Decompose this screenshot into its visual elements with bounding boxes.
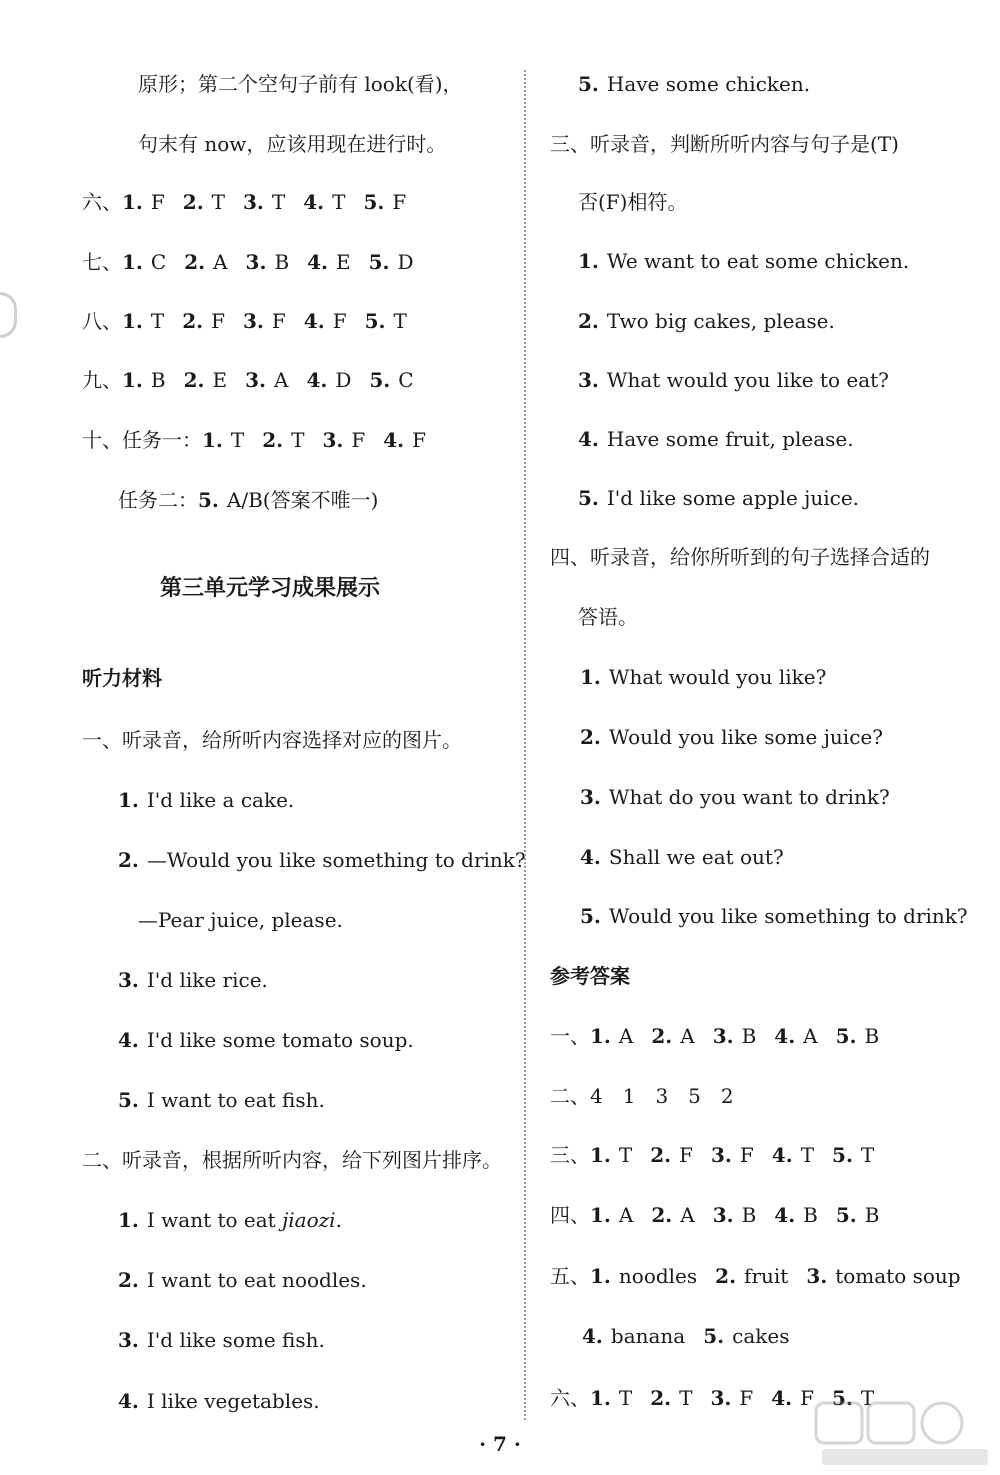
sentence-item <box>118 1266 367 1294</box>
answer-row-7 <box>82 248 414 276</box>
answer-row-9 <box>82 366 414 394</box>
answer-value: A <box>213 250 228 274</box>
item-text: Would you like something to drink? <box>608 904 968 928</box>
answer-value: T <box>860 1143 875 1167</box>
answer-value: F <box>739 1386 754 1410</box>
answer-number: 3. <box>245 368 266 392</box>
answer-number: 2. <box>184 250 206 274</box>
sentence-item <box>118 1326 325 1354</box>
page-number: · 7 · <box>479 1432 521 1456</box>
explanation-line-2: 句末有 now，应该用现在进行时。 <box>138 132 447 156</box>
answer-row-8 <box>82 307 407 335</box>
ref-answer-row-3 <box>550 1141 874 1169</box>
item-text: What do you want to drink? <box>608 785 890 809</box>
section-3-title-line-2: 否(F)相符。 <box>578 190 688 214</box>
item-number: 5. <box>118 1088 139 1112</box>
answer-number: 5. <box>835 1024 857 1048</box>
answer-number: 5. <box>369 368 391 392</box>
sentence-item <box>578 307 835 335</box>
section-2-title: 二、听录音，根据所听内容，给下列图片排序。 <box>82 1148 502 1172</box>
sentence-item <box>118 1387 320 1415</box>
answer-value: B <box>150 368 166 392</box>
answer-value: F <box>679 1143 694 1167</box>
binder-hole-mark <box>0 292 17 338</box>
answer-number: 4. <box>306 368 328 392</box>
answer-number: 5. <box>835 1203 857 1227</box>
task2-prefix: 任务二： <box>118 488 198 512</box>
answer-number: 1. <box>590 1264 611 1288</box>
answer-value: F <box>150 190 165 214</box>
answer-number: 4. <box>303 190 325 214</box>
item-italic-text: jiaozi <box>282 1208 336 1232</box>
answer-number: 1. <box>590 1203 611 1227</box>
answer-value: F <box>739 1143 754 1167</box>
answer-value: A <box>680 1024 695 1048</box>
item-text: I'd like a cake. <box>146 788 295 812</box>
answer-number: 2. <box>650 1143 672 1167</box>
sentence-item <box>118 1026 414 1054</box>
answer-number: 4. <box>582 1324 603 1348</box>
item-number: 1. <box>118 788 139 812</box>
answer-number: 4. <box>303 309 325 333</box>
answer-value: F <box>800 1386 815 1410</box>
listening-material-title: 听力材料 <box>82 666 162 690</box>
answer-number: 3. <box>712 1024 734 1048</box>
item-number: 4. <box>118 1028 139 1052</box>
answer-number: 1. <box>590 1143 611 1167</box>
item-text: I want to eat fish. <box>146 1088 325 1112</box>
item-number: 1. <box>118 1208 139 1232</box>
item-number: 2. <box>118 848 139 872</box>
sentence-item <box>580 843 784 871</box>
item-text: I like vegetables. <box>146 1389 320 1413</box>
answer-value: banana <box>610 1324 686 1348</box>
explanation-line-1: 原形；第二个空句子前有 look(看)， <box>138 72 463 96</box>
sentence-item <box>580 723 883 751</box>
item-number: 1. <box>580 665 601 689</box>
sentence-item <box>578 366 889 394</box>
answer-row-10 <box>82 426 426 454</box>
answer-row-10-task2 <box>118 486 378 514</box>
answer-number: 3. <box>712 1203 734 1227</box>
sentence-item <box>118 1086 325 1114</box>
answer-number: 3. <box>806 1264 828 1288</box>
answer-number: 3. <box>245 250 267 274</box>
answer-value: T <box>800 1143 815 1167</box>
section-2-item-5 <box>578 70 810 98</box>
row-prefix: 二、 <box>550 1084 590 1108</box>
row-prefix: 六、 <box>82 190 122 214</box>
sentence-item <box>580 783 890 811</box>
answer-value: A <box>618 1024 634 1048</box>
sentence-item <box>118 786 294 814</box>
answer-value: T <box>679 1386 693 1410</box>
item-number: 5. <box>578 72 599 96</box>
row-prefix: 四、 <box>550 1203 590 1227</box>
answer-number: 2. <box>183 368 205 392</box>
ref-answer-row-2 <box>550 1082 734 1110</box>
item-text: —Would you like something to drink? <box>146 848 526 872</box>
item-number: 1. <box>578 249 599 273</box>
answer-number: 4. <box>771 1386 793 1410</box>
answer-number: 5. <box>364 309 386 333</box>
answer-number: 4. <box>383 428 405 452</box>
answer-number: 4. <box>774 1024 796 1048</box>
answer-number: 1. <box>202 428 223 452</box>
answer-value: T <box>860 1386 875 1410</box>
answer-number: 4. <box>771 1143 793 1167</box>
row-prefix: 十、任务一： <box>82 428 202 452</box>
item-number: 4. <box>118 1389 139 1413</box>
answer-value: D <box>397 250 414 274</box>
item-end: . <box>335 1208 342 1232</box>
answer-number: 4. <box>307 250 329 274</box>
answer-value: F <box>412 428 427 452</box>
ref-answer-row-5b <box>582 1322 789 1350</box>
item-number: 5. <box>580 904 601 928</box>
item-text: I want to eat noodles. <box>146 1268 367 1292</box>
sentence-item <box>138 906 343 934</box>
answer-number: 2. <box>262 428 284 452</box>
answer-number: 5. <box>363 190 385 214</box>
answer-value: C <box>150 250 167 274</box>
row-prefix: 七、 <box>82 250 122 274</box>
item-text: I'd like some tomato soup. <box>146 1028 414 1052</box>
answer-value: noodles <box>618 1264 698 1288</box>
answer-value: T <box>618 1143 633 1167</box>
item-text: I'd like some apple juice. <box>606 486 860 510</box>
answer-number: 1. <box>122 309 143 333</box>
sentence-item <box>578 425 854 453</box>
answer-value: fruit <box>744 1264 789 1288</box>
answer-number: 5. <box>703 1324 725 1348</box>
answer-number: 3. <box>243 309 264 333</box>
answer-value: A <box>618 1203 634 1227</box>
answer-value: T <box>211 190 226 214</box>
answer-number: 3. <box>322 428 344 452</box>
answer-value: B <box>741 1203 757 1227</box>
answer-number: 2. <box>650 1386 672 1410</box>
answer-row-6 <box>82 188 406 216</box>
watermark-logo <box>814 1399 994 1469</box>
answer-value: B <box>864 1024 880 1048</box>
answer-number: 2. <box>651 1203 673 1227</box>
row-prefix: 八、 <box>82 309 122 333</box>
answer-number: 2. <box>182 190 204 214</box>
answer-number: 4. <box>774 1203 796 1227</box>
answer-value: B <box>741 1024 757 1048</box>
sentence-item <box>578 484 859 512</box>
item-text: Would you like some juice? <box>608 725 883 749</box>
answer-value: B <box>274 250 290 274</box>
column-divider <box>524 70 526 1420</box>
task2-answer: A/B(答案不唯一) <box>226 488 379 512</box>
answer-number: 1. <box>122 190 143 214</box>
sentence-item <box>118 966 268 994</box>
ref-answer-row-4 <box>550 1201 879 1229</box>
sentence-item <box>118 846 526 874</box>
row-prefix: 六、 <box>550 1386 590 1410</box>
item-text: —Pear juice, please. <box>138 908 343 932</box>
item-number: 3. <box>580 785 601 809</box>
item-number: 3. <box>578 368 599 392</box>
answer-number: 3. <box>711 1143 732 1167</box>
answer-value: F <box>271 309 286 333</box>
answer-number: 1. <box>590 1024 611 1048</box>
answer-value: T <box>291 428 305 452</box>
section-4-title-line-1: 四、听录音，给你所听到的句子选择合适的 <box>550 545 930 569</box>
answer-value: A <box>273 368 289 392</box>
item-number: 2. <box>578 309 599 333</box>
item-text: We want to eat some chicken. <box>606 249 910 273</box>
unit-title: 第三单元学习成果展示 <box>160 575 381 601</box>
sentence-item <box>580 902 968 930</box>
sentence-item <box>578 247 909 275</box>
section-4-title-line-2: 答语。 <box>578 605 638 629</box>
item-number: 4. <box>578 427 599 451</box>
item-text: Two big cakes, please. <box>606 309 835 333</box>
answer-value: C <box>398 368 414 392</box>
row-prefix: 五、 <box>550 1264 590 1288</box>
row-prefix: 一、 <box>550 1024 590 1048</box>
answer-value: F <box>392 190 407 214</box>
item-number: 3. <box>118 1328 139 1352</box>
answer-value: D <box>335 368 352 392</box>
sentence-item <box>118 1206 342 1234</box>
answer-value: T <box>332 190 346 214</box>
answer-number: 1. <box>590 1386 611 1410</box>
answer-value: F <box>351 428 366 452</box>
answer-value: T <box>393 309 407 333</box>
ref-answer-row-5a <box>550 1262 961 1290</box>
answer-value: F <box>332 309 347 333</box>
answer-value: E <box>212 368 228 392</box>
row-answer: 4 1 3 5 2 <box>590 1084 734 1108</box>
answer-value: E <box>336 250 351 274</box>
section-3-title-line-1: 三、听录音，判断所听内容与句子是(T) <box>550 132 899 156</box>
answer-number: 2. <box>715 1264 737 1288</box>
item-text: Shall we eat out? <box>608 845 784 869</box>
answer-value: A <box>803 1024 818 1048</box>
reference-answers-title: 参考答案 <box>550 964 630 988</box>
answer-number: 2. <box>182 309 204 333</box>
answer-number: 1. <box>122 250 143 274</box>
item-number: 3. <box>118 968 139 992</box>
answer-number: 5. <box>368 250 390 274</box>
answer-number: 3. <box>710 1386 732 1410</box>
item-text: I'd like rice. <box>146 968 268 992</box>
answer-number: 5. <box>832 1143 853 1167</box>
task2-number: 5. <box>198 488 219 512</box>
answer-value: T <box>618 1386 633 1410</box>
item-text: I'd like some fish. <box>146 1328 325 1352</box>
answer-value: F <box>211 309 226 333</box>
answer-value: T <box>150 309 165 333</box>
sentence-item <box>580 663 826 691</box>
answer-number: 2. <box>651 1024 673 1048</box>
row-prefix: 三、 <box>550 1143 590 1167</box>
item-text: Have some fruit, please. <box>606 427 854 451</box>
section-1-title: 一、听录音，给所听内容选择对应的图片。 <box>82 728 462 752</box>
item-text: Have some chicken. <box>606 72 811 96</box>
answer-number: 5. <box>832 1386 853 1410</box>
item-number: 5. <box>578 486 599 510</box>
item-text: What would you like? <box>608 665 827 689</box>
item-number: 2. <box>580 725 601 749</box>
item-text: What would you like to eat? <box>606 368 889 392</box>
answer-value: A <box>680 1203 695 1227</box>
answer-value: T <box>230 428 245 452</box>
answer-value: B <box>803 1203 818 1227</box>
ref-answer-row-1 <box>550 1022 879 1050</box>
row-prefix: 九、 <box>82 368 122 392</box>
answer-value: T <box>271 190 286 214</box>
answer-number: 3. <box>243 190 264 214</box>
answer-number: 1. <box>122 368 143 392</box>
answer-value: B <box>864 1203 880 1227</box>
answer-value: cakes <box>732 1324 790 1348</box>
item-number: 2. <box>118 1268 139 1292</box>
item-number: 4. <box>580 845 601 869</box>
answer-value: tomato soup <box>835 1264 961 1288</box>
item-text: I want to eat <box>146 1208 283 1232</box>
